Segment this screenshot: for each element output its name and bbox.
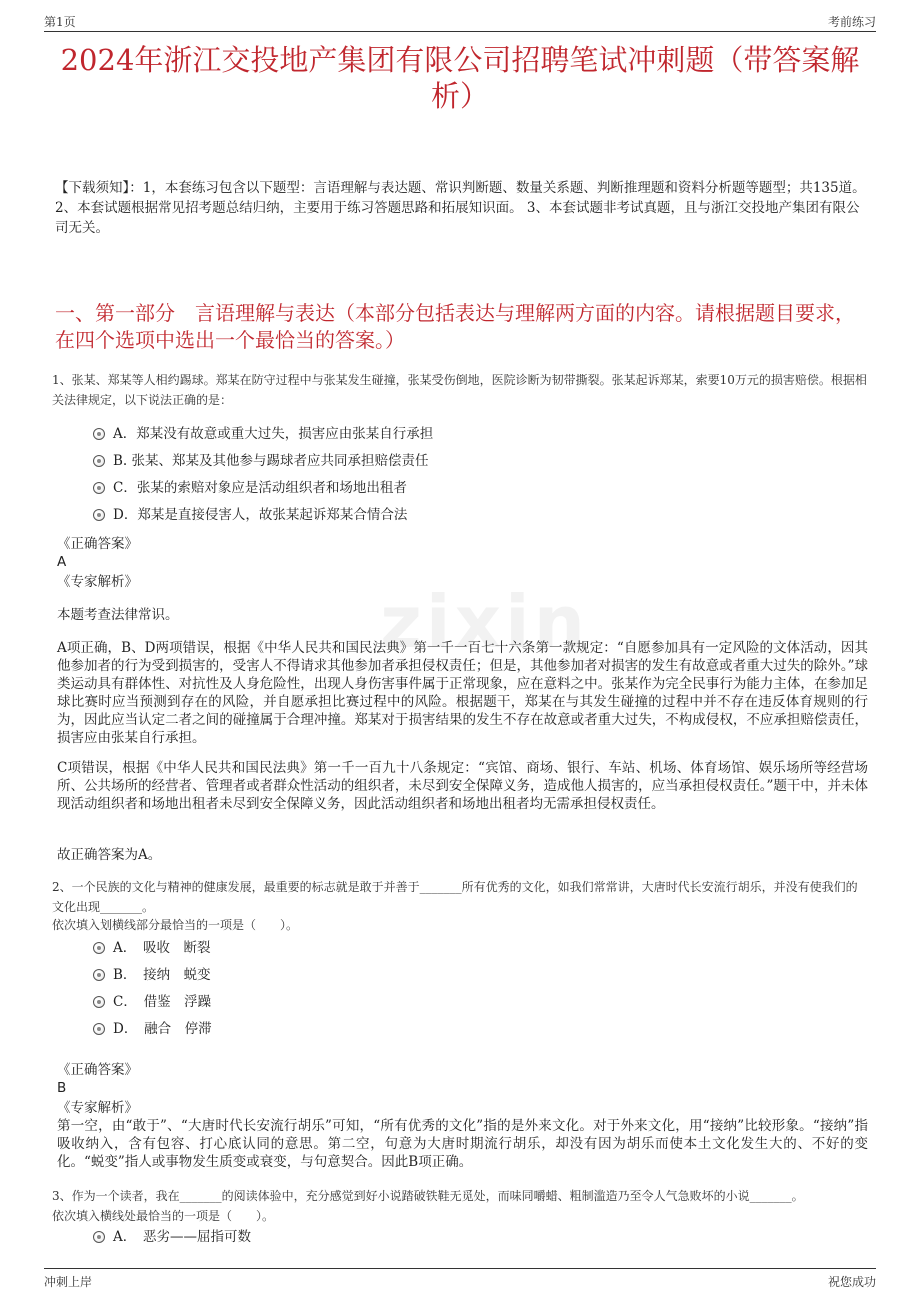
footer-right: 祝您成功 <box>827 1275 876 1289</box>
header-tag: 考前练习 <box>827 15 876 29</box>
radio-icon[interactable] <box>93 1023 105 1035</box>
page-number: 第1页 <box>44 15 76 29</box>
download-notice: 【下载须知】：1，本套练习包含以下题型：言语理解与表达题、常识判断题、数量关系题、判断推理题和资料分析题等题型；共135道。 2、本套试题根据常见招考题总结归纳，主要用于练习答题思路和拓展知识面。 3、本套试题非考试真题，且与浙江交投地产集团有限公司无关。 <box>55 180 866 236</box>
option-label: A． 恶劣——屈指可数 <box>113 1229 251 1245</box>
option-label: B． 接纳 蜕变 <box>113 967 211 983</box>
question-3-instruction: 依次填入横线处最恰当的一项是（ ）。 <box>52 1209 275 1223</box>
page-header <box>44 12 876 32</box>
question-1-option-d[interactable] <box>93 506 407 524</box>
answer-value: B <box>57 1080 67 1096</box>
radio-icon[interactable] <box>93 455 105 467</box>
page-footer <box>44 1268 876 1290</box>
question-2-option-c[interactable] <box>93 993 211 1011</box>
question-1-option-c[interactable] <box>93 479 407 497</box>
radio-icon[interactable] <box>93 428 105 440</box>
radio-icon[interactable] <box>93 969 105 981</box>
question-1-option-a[interactable] <box>93 425 433 443</box>
question-1-option-b[interactable] <box>93 452 429 470</box>
question-1-stem: 1、张某、郑某等人相约踢球。郑某在防守过程中与张某发生碰撞，张某受伤倒地，医院诊断为韧带撕裂。张某起诉郑某，索要10万元的损害赔偿。根据相关法律规定，以下说法正确的是： <box>52 373 867 407</box>
answer-label: 《正确答案》 <box>57 536 138 552</box>
section-title: 一、第一部分 言语理解与表达（本部分包括表达与理解两方面的内容。请根据题目要求，在四个选项中选出一个最恰当的答案。） <box>55 301 855 352</box>
radio-icon[interactable] <box>93 942 105 954</box>
analysis-label: 《专家解析》 <box>57 574 138 590</box>
option-label: B. 张某、郑某及其他参与踢球者应共同承担赔偿责任 <box>113 453 429 469</box>
radio-icon[interactable] <box>93 482 105 494</box>
radio-icon[interactable] <box>93 509 105 521</box>
option-label: C． 借鉴 浮躁 <box>113 994 212 1010</box>
question-2-instruction: 依次填入划横线部分最恰当的一项是（ ）。 <box>52 918 299 932</box>
answer-label: 《正确答案》 <box>57 1062 138 1078</box>
question-2-option-a[interactable] <box>93 939 211 957</box>
document-title: 2024年浙江交投地产集团有限公司招聘笔试冲刺题（带答案解析） <box>60 43 860 113</box>
question-2-stem: 2、一个民族的文化与精神的健康发展，最重要的标志就是敢于并善于_______所有优秀的文化，如我们常常讲，大唐时代长安流行胡乐，并没有使我们的文化出现_______。 <box>52 880 858 914</box>
analysis-paragraph: 故正确答案为A。 <box>57 847 162 863</box>
radio-icon[interactable] <box>93 996 105 1008</box>
analysis-paragraph: C项错误，根据《中华人民共和国民法典》第一千一百九十八条规定：“宾馆、商场、银行、车站、机场、体育场馆、娱乐场所等经营场所、公共场所的经营者、管理者或者群众性活动的组织者，未尽到安全保障义务，造成他人损害的，应当承担侵权责任。”题干中，并未体现活动组织者和场地出租者未尽到安全保障义务，因此活动组织者和场地出租者均无需承担侵权责任。 <box>57 760 868 812</box>
footer-left: 冲刺上岸 <box>44 1275 93 1289</box>
option-label: C．张某的索赔对象应是活动组织者和场地出租者 <box>113 480 407 496</box>
analysis-paragraph: A项正确，B、D两项错误，根据《中华人民共和国民法典》第一千一百七十六条第一款规定：“自愿参加具有一定风险的文体活动，因其他参加者的行为受到损害的，受害人不得请求其他参加者承担侵权责任；但是，其他参加者对损害的发生有故意或者重大过失的除外。”球类运动具有群体性、对抗性及人身危险性，出现人身伤害事件属于正常现象，应在意料之中。张某作为完全民事行为能力主体，在参加足球比赛时应当预测到存在的风险，并自愿承担比赛过程中的风险。根据题干，郑某在与其发生碰撞的过程中并不存在违反体育规则的行为，因此应当认定二者之间的碰撞属于合理冲撞。郑某对于损害结果的发生不存在故意或者重大过失，不构成侵权，不应承担赔偿责任，损害应由张某自行承担。 <box>57 640 868 746</box>
option-label: D．郑某是直接侵害人，故张某起诉郑某合情合法 <box>113 507 408 523</box>
option-label: A．郑某没有故意或重大过失，损害应由张某自行承担 <box>113 426 434 442</box>
option-label: A． 吸收 断裂 <box>113 940 211 956</box>
question-3-option-a[interactable] <box>93 1228 251 1246</box>
question-3-stem: 3、作为一个读者，我在_______的阅读体验中，充分感觉到好小说踏破铁鞋无觅处，而味同嚼蜡、粗制滥造乃至令人气急败坏的小说_______。 <box>52 1189 804 1203</box>
analysis-paragraph: 本题考查法律常识。 <box>57 607 179 623</box>
option-label: D． 融合 停滞 <box>113 1021 212 1037</box>
analysis-label: 《专家解析》 <box>57 1100 138 1116</box>
watermark: zixin <box>380 580 589 664</box>
question-2-option-d[interactable] <box>93 1020 212 1038</box>
question-2-option-b[interactable] <box>93 966 211 984</box>
answer-value: A <box>57 554 67 570</box>
radio-icon[interactable] <box>93 1231 105 1243</box>
analysis-paragraph: 第一空，由“敢于”、“大唐时代长安流行胡乐”可知，“所有优秀的文化”指的是外来文化。对于外来文化，用“接纳”比较形象。“接纳”指吸收纳入，含有包容、打心底认同的意思。第二空，句意为大唐时期流行胡乐，却没有因为胡乐而使本土文化发生大的、不好的变化。“蜕变”指人或事物发生质变或衰变，与句意契合。因此B项正确。 <box>57 1118 868 1170</box>
